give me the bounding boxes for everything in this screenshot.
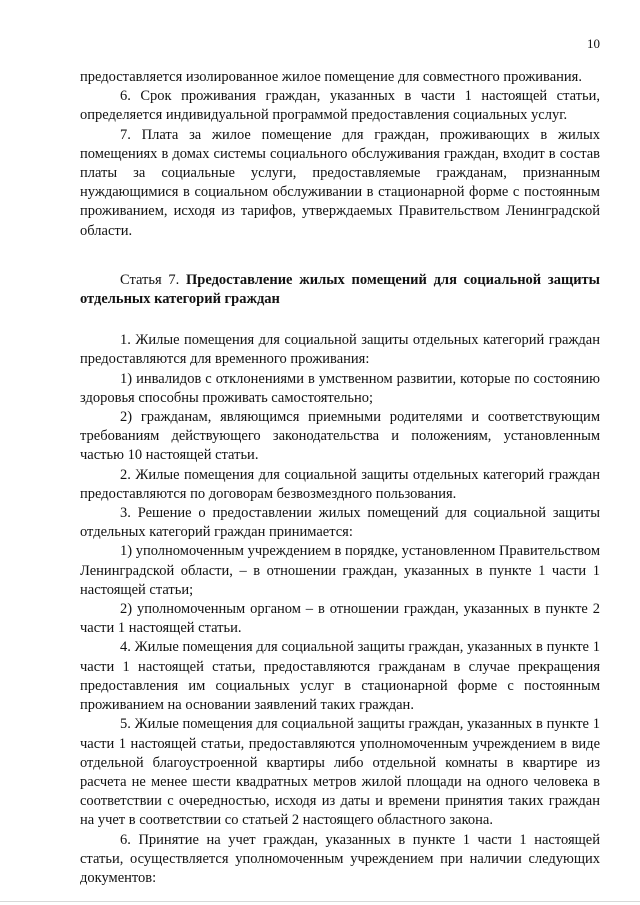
paragraph: 2. Жилые помещения для социальной защиты отдельных категорий граждан предоставляются по договорам безвозмездного пользования.: [80, 466, 600, 502]
article-number: Статья 7.: [120, 271, 180, 288]
page-edge-line: [0, 901, 640, 902]
paragraph: 1. Жилые помещения для социальной защиты отдельных категорий граждан предоставляются для временного проживания:: [80, 332, 600, 368]
list-item: 2) уполномоченным органом – в отношении граждан, указанных в пункте 2 части 1 настоящей статьи.: [80, 601, 600, 637]
list-item: 1) уполномоченным учреждением в порядке, установленном Правительством Ленинградской области, – в отношении граждан, указанных в пункте 1 части 1 настоящей статьи;: [80, 543, 600, 598]
paragraph: предоставляется изолированное жилое помещение для совместного проживания.: [80, 69, 582, 85]
document-body: [80, 68, 600, 888]
paragraph: 6. Принятие на учет граждан, указанных в пункте 1 части 1 настоящей статьи, осуществляется уполномоченным учреждением при наличии следующих документов:: [80, 831, 600, 886]
paragraph: 3. Решение о предоставлении жилых помещений для социальной защиты отдельных категорий граждан принимается:: [80, 505, 600, 541]
article-title: Предоставление жилых помещений для социальной защиты отдельных категорий граждан: [80, 271, 600, 308]
paragraph: 7. Плата за жилое помещение для граждан, проживающих в жилых помещениях в домах системы социального обслуживания граждан, входит в состав платы за социальные услуги, предоставляемые гражданам, признанным нуждающимися в социальном обслуживании в стационарной форме с постоянным проживанием, исходя из тарифов, утверждаемых Правительством Ленинградской области.: [80, 126, 600, 239]
paragraph: 5. Жилые помещения для социальной защиты граждан, указанных в пункте 1 части 1 настоящей статьи, предоставляются уполномоченным учреждением в виде отдельной благоустроенной квартиры либо отдельной комнаты в квартире из расчета не менее шести квадратных метров жилой площади на одного человека в соответствии с очередностью, исходя из даты и времени принятия таких граждан на учет в соответствии со статьей 2 настоящего областного закона.: [80, 716, 600, 829]
paragraph: 6. Срок проживания граждан, указанных в части 1 настоящей статьи, определяется индивидуальной программой предоставления социальных услуг.: [80, 88, 600, 124]
list-item: 2) гражданам, являющимся приемными родителями и соответствующим требованиям действующего законодательства и положениям, установленным частью 10 настоящей статьи.: [80, 409, 600, 464]
list-item: 1) инвалидов с отклонениями в умственном развитии, которые по состоянию здоровья способны проживать самостоятельно;: [80, 370, 600, 406]
page-number: 10: [587, 36, 600, 51]
paragraph: 4. Жилые помещения для социальной защиты граждан, указанных в пункте 1 части 1 настоящей статьи, предоставляются гражданам в случае прекращения предоставления им социальных услуг в стационарной форме с постоянным проживанием на основании заявлений таких граждан.: [80, 639, 600, 714]
article-heading: [80, 271, 600, 309]
